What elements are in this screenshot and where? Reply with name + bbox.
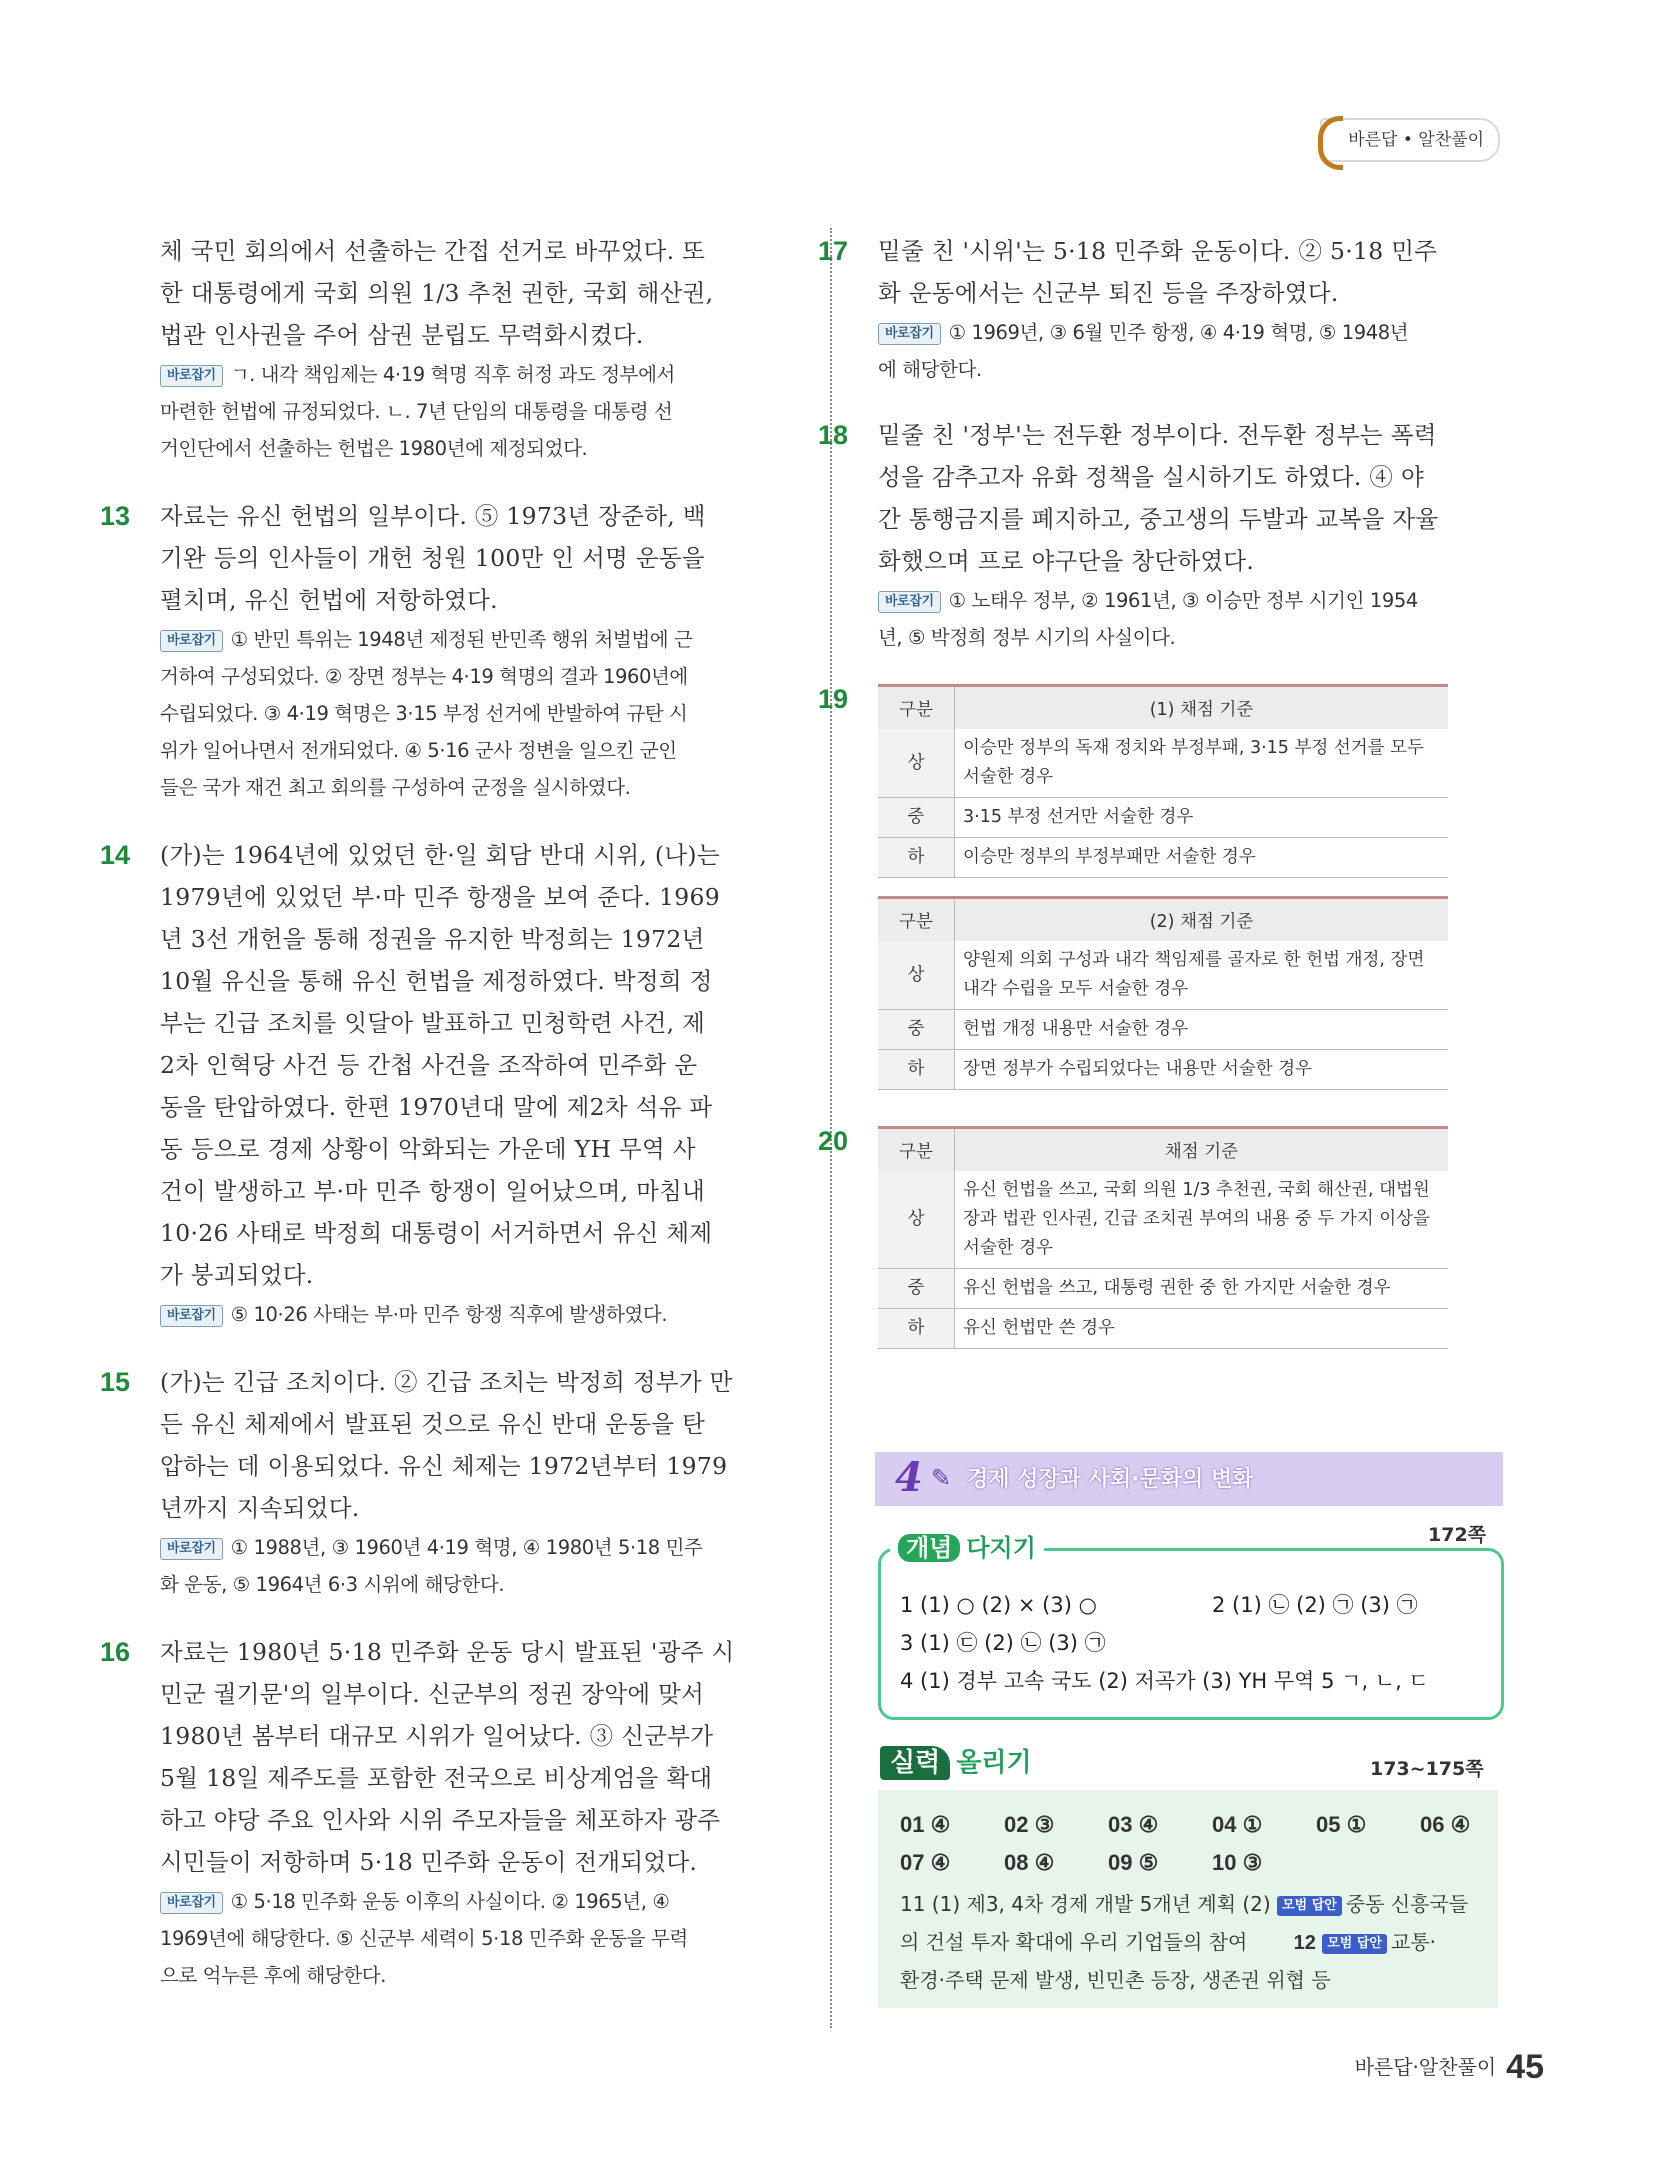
right-column [818, 230, 1503, 1349]
section-tab-label: 바른답 • 알찬풀이 [1348, 130, 1484, 150]
answer-17 [818, 230, 1503, 388]
answer-05: 05 ① [1316, 1812, 1367, 1837]
rubric-head-grade: 구분 [878, 1128, 955, 1172]
question-number: 17 [818, 236, 849, 266]
section-number: 4 [895, 1454, 923, 1501]
answer-11: 11 (1) 제3, 4차 경제 개발 5개년 계획 (2) 모범 답안 중동 신흥국들 [900, 1892, 1469, 1916]
answer-intro [160, 230, 785, 467]
answer-09: 09 ⑤ [1108, 1850, 1159, 1875]
rubric-table-3 [878, 1126, 1448, 1349]
rubric-head-criteria: 채점 기준 [955, 1128, 1449, 1172]
answer-12-cont: 환경·주택 문제 발생, 빈민촌 등장, 생존권 위협 등 [900, 1968, 1331, 1992]
rubric-head-criteria: (1) 채점 기준 [955, 686, 1449, 730]
explanation-text: 자료는 1980년 5·18 민주화 운동 당시 발표된 '광주 시 민군 궐기문'의 일부이다. 신군부의 정권 장악에 맞서 1980년 봄부터 대규모 시위가 일어났다. ③ 신군부가 5월 18일 제주도를 포함한 전국으로 비상계엄을 확대 하고 야당 주요 인사와 시위 주모자들을 체포하자 광주 시민들이 저항하며 5·18 민주화 운동이 전개되었다. [160, 1638, 735, 1876]
rubric-table-2 [878, 896, 1448, 1090]
concept-answers-3: 3 (1) ㉢ (2) ㉡ (3) ㉠ [900, 1631, 1106, 1655]
explanation-text: (가)는 1964년에 있었던 한·일 회담 반대 시위, (나)는 1979년에 있었던 부·마 민주 항쟁을 보여 준다. 1969 년 3선 개헌을 통해 정권을 유지한 박정희는 1972년 10월 유신을 통해 유신 헌법을 제정하였다. 박정희 정 부는 긴급 조치를 잇달아 발표하고 민청학련 사건, 제 2차 인혁당 사건 등 간첩 사건을 조작하여 민주화 운 동을 탄압하였다. 한편 1970년대 말에 제2차 석유 파 동 등으로 경제 상황이 악화되는 가운데 YH 무역 사 건이 발생하고 부·마 민주 항쟁이 일어났으며, 마침내 10·26 사태로 박정희 대통령이 서거하면서 유신 체제 가 붕괴되었다. [160, 841, 720, 1289]
answer-16 [100, 1631, 785, 1994]
answer-13 [100, 495, 785, 806]
rubric-row: 중 유신 헌법을 쓰고, 대통령 권한 중 한 가지만 서술한 경우 [878, 1269, 1448, 1309]
correction-badge: 바로잡기 [160, 365, 223, 387]
rubric-row: 중 헌법 개정 내용만 서술한 경우 [878, 1010, 1448, 1050]
answer-18 [818, 414, 1503, 656]
bracket-icon [1318, 116, 1343, 170]
model-answer-tag: 모범 답안 [1277, 1896, 1342, 1916]
correction-badge: 바로잡기 [878, 591, 941, 613]
correction-text: 바로잡기 ① 1969년, ③ 6월 민주 항쟁, ④ 4·19 혁명, ⑤ 1948년 에 해당한다. [878, 321, 1409, 381]
concept-title: 개념 다지기 [890, 1528, 1044, 1563]
question-number: 13 [100, 501, 131, 531]
correction-badge: 바로잡기 [878, 323, 941, 345]
pen-icon: ✎ [931, 1464, 952, 1492]
rubric-head-criteria: (2) 채점 기준 [955, 898, 1449, 942]
correction-badge: 바로잡기 [160, 1305, 223, 1327]
rubric-row: 하 유신 헌법만 쓴 경우 [878, 1309, 1448, 1349]
practice-title: 실력 올리기 [880, 1742, 1032, 1779]
answer-20 [818, 1126, 1503, 1349]
answer-02: 02 ③ [1004, 1812, 1055, 1837]
page-footer [1355, 2048, 1544, 2087]
answer-01: 01 ④ [900, 1812, 951, 1837]
page-reference: 172쪽 [1428, 1524, 1487, 1546]
question-number: 15 [100, 1367, 131, 1397]
question-number: 20 [818, 1126, 849, 1156]
correction-text: 바로잡기 ① 노태우 정부, ② 1961년, ③ 이승만 정부 시기인 1954 년, ⑤ 박정희 정부 시기의 사실이다. [878, 589, 1418, 649]
intro-text: 체 국민 회의에서 선출하는 간접 선거로 바꾸었다. 또 한 대통령에게 국회 의원 1/3 추천 권한, 국회 해산권, 법관 인사권을 주어 삼권 분립도 무력화시켰다. [160, 237, 714, 349]
correction-badge: 바로잡기 [160, 1538, 223, 1560]
answer-11-cont: 의 건설 투자 확대에 우리 기업들의 참여 12 모범 답안 교통· [900, 1930, 1436, 1954]
explanation-text: 자료는 유신 헌법의 일부이다. ⑤ 1973년 장준하, 백 기완 등의 인사들이 개헌 청원 100만 인 서명 운동을 펼치며, 유신 헌법에 저항하였다. [160, 502, 706, 614]
correction-badge: 바로잡기 [160, 1892, 223, 1914]
footer-label: 바른답·알찬풀이 [1354, 2055, 1497, 2079]
rubric-row: 상 유신 헌법을 쓰고, 국회 의원 1/3 추천권, 국회 해산권, 대법원장과 법관 인사권, 긴급 조치권 부여의 내용 중 두 가지 이상을 서술한 경우 [878, 1171, 1448, 1269]
concept-answers-4: 4 (1) 경부 고속 국도 (2) 저곡가 (3) YH 무역 5 ㄱ, ㄴ, ㄷ [900, 1669, 1429, 1693]
answer-10: 10 ③ [1212, 1850, 1263, 1875]
section-tab [1320, 118, 1500, 162]
answer-07: 07 ④ [900, 1850, 951, 1875]
left-column [100, 230, 785, 1994]
intro-correction: 바로잡기 ㄱ. 내각 책임제는 4·19 혁명 직후 허정 과도 정부에서 마련한 헌법에 규정되었다. ㄴ. 7년 단임의 대통령을 대통령 선 거인단에서 선출하는 헌법은 1980년에 제정되었다. [160, 363, 675, 460]
rubric-table-1 [878, 684, 1448, 878]
page-number: 45 [1506, 2048, 1544, 2086]
rubric-row: 상 이승만 정부의 독재 정치와 부정부패, 3·15 부정 선거를 모두 서술한 경우 [878, 729, 1448, 798]
concept-answers-1: 1 (1) ○ (2) × (3) ○ [900, 1593, 1097, 1617]
explanation-text: 밑줄 친 '정부'는 전두환 정부이다. 전두환 정부는 폭력 성을 감추고자 유화 정책을 실시하기도 하였다. ④ 야 간 통행금지를 폐지하고, 중고생의 두발과 교복을 자율 화했으며 프로 야구단을 창단하였다. [878, 421, 1439, 575]
correction-badge: 바로잡기 [160, 630, 223, 652]
page-reference: 173~175쪽 [1370, 1758, 1484, 1780]
rubric-row: 하 장면 정부가 수립되었다는 내용만 서술한 경우 [878, 1050, 1448, 1090]
section-title: 경제 성장과 사회·문화의 변화 [967, 1467, 1254, 1492]
model-answer-tag: 모범 답안 [1322, 1934, 1387, 1954]
question-number: 18 [818, 420, 849, 450]
explanation-text: (가)는 긴급 조치이다. ② 긴급 조치는 박정희 정부가 만 든 유신 체제에서 발표된 것으로 유신 반대 운동을 탄 압하는 데 이용되었다. 유신 체제는 1972년부터 1979 년까지 지속되었다. [160, 1368, 733, 1522]
section-header [875, 1452, 1503, 1506]
question-number: 14 [100, 840, 131, 870]
question-number: 16 [100, 1637, 131, 1667]
rubric-row: 중 3·15 부정 선거만 서술한 경우 [878, 798, 1448, 838]
correction-text: 바로잡기 ① 반민 특위는 1948년 제정된 반민족 행위 처벌법에 근 거하여 구성되었다. ② 장면 정부는 4·19 혁명의 결과 1960년에 수립되었다. ③ 4·19 혁명은 3·15 부정 선거에 반발하여 규탄 시 위가 일어나면서 전개되었다. ④ 5·16 군사 정변을 일으킨 군인 들은 국가 재건 최고 회의를 구성하여 군정을 실시하였다. [160, 628, 693, 799]
correction-text: 바로잡기 ⑤ 10·26 사태는 부·마 민주 항쟁 직후에 발생하였다. [160, 1296, 785, 1333]
answer-06: 06 ④ [1420, 1812, 1471, 1837]
rubric-row: 하 이승만 정부의 부정부패만 서술한 경우 [878, 838, 1448, 878]
concept-answers-2: 2 (1) ㉡ (2) ㉠ (3) ㉠ [1212, 1593, 1418, 1617]
correction-text: 바로잡기 ① 5·18 민주화 운동 이후의 사실이다. ② 1965년, ④ 1969년에 해당한다. ⑤ 신군부 세력이 5·18 민주화 운동을 무력 으로 억누른 후에 해당한다. [160, 1890, 688, 1987]
answer-19 [818, 684, 1503, 1090]
answer-14 [100, 834, 785, 1333]
answer-08: 08 ④ [1004, 1850, 1055, 1875]
rubric-head-grade: 구분 [878, 686, 955, 730]
rubric-head-grade: 구분 [878, 898, 955, 942]
explanation-text: 밑줄 친 '시위'는 5·18 민주화 운동이다. ② 5·18 민주 화 운동에서는 신군부 퇴진 등을 주장하였다. [878, 237, 1438, 307]
answer-15 [100, 1361, 785, 1603]
answer-03: 03 ④ [1108, 1812, 1159, 1837]
answer-04: 04 ① [1212, 1812, 1263, 1837]
correction-text: 바로잡기 ① 1988년, ③ 1960년 4·19 혁명, ④ 1980년 5·18 민주 화 운동, ⑤ 1964년 6·3 시위에 해당한다. [160, 1536, 703, 1596]
rubric-row: 상 양원제 의회 구성과 내각 책임제를 골자로 한 헌법 개정, 장면 내각 수립을 모두 서술한 경우 [878, 941, 1448, 1010]
question-number: 19 [818, 684, 849, 714]
